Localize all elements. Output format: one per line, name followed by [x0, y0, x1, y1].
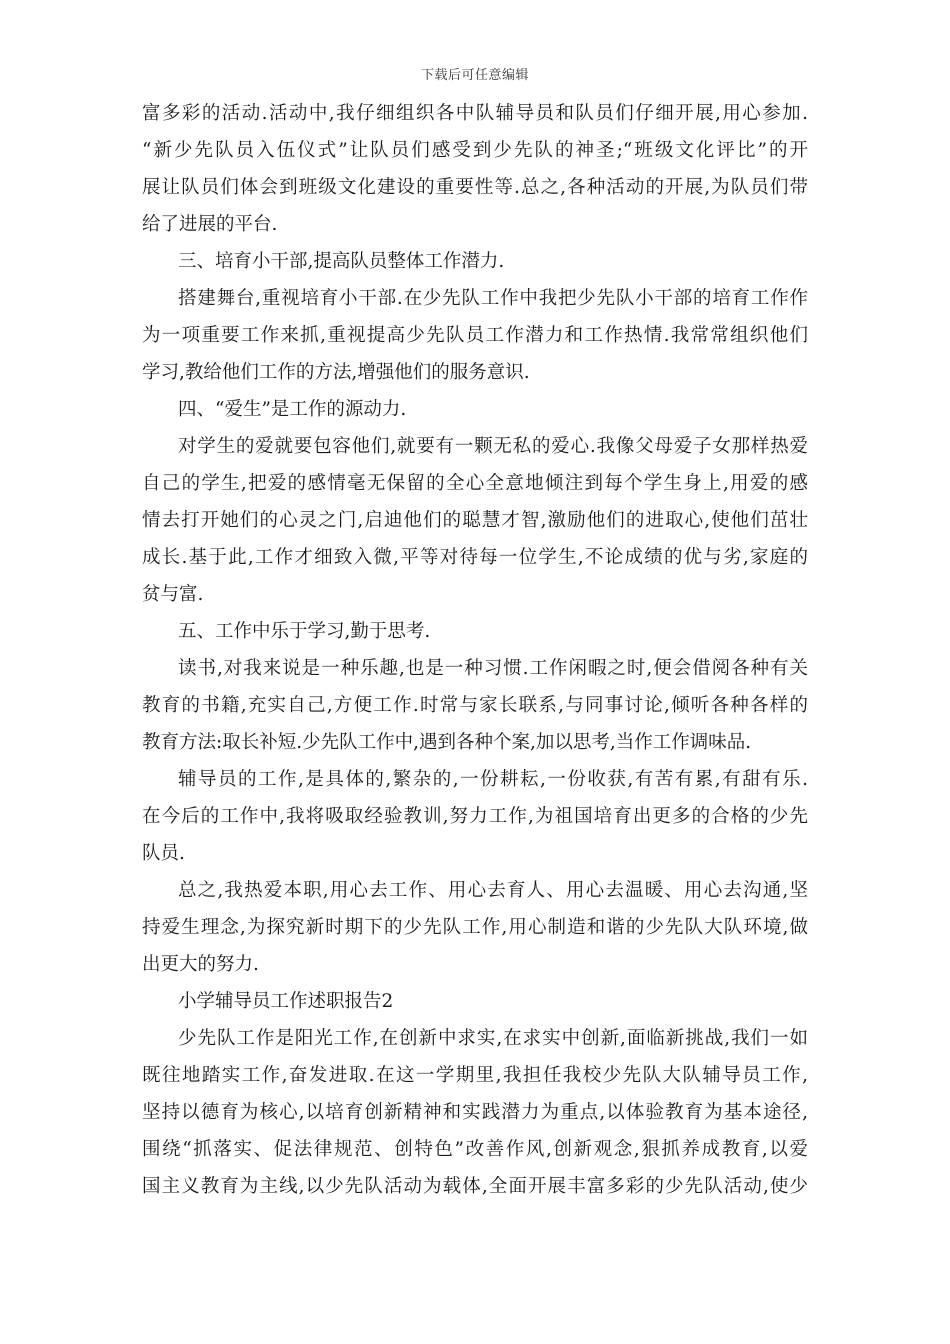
text-line: [142, 946, 808, 983]
text-line-content: 富多彩的活动.活动中,我仔细组织各中队辅导员和队员们仔细开展,用心参加.: [142, 103, 808, 124]
text-line: [142, 539, 808, 576]
text-line-content: 读书,对我来说是一种乐趣,也是一种习惯.工作闲暇之时,便会借阅各种有关: [178, 658, 808, 679]
text-line: [142, 909, 808, 946]
document-body: [142, 95, 808, 1205]
text-line-content: 队员.: [142, 843, 185, 864]
text-line-content: 贫与富.: [142, 584, 204, 605]
text-line-content: “新少先队员入伍仪式”让队员们感受到少先队的神圣;“班级文化评比”的开: [142, 140, 808, 161]
text-line-content: 搭建舞台,重视培育小干部.在少先队工作中我把少先队小干部的培育工作作: [178, 288, 808, 309]
text-line-content: 给了进展的平台.: [142, 214, 278, 235]
text-line-content: 四、“爱生”是工作的源动力.: [178, 399, 407, 420]
text-line-content: 坚持以德育为核心,以培育创新精神和实践潜力为重点,以体验教育为基本途径,: [142, 1102, 808, 1123]
text-line-content: 对学生的爱就要包容他们,就要有一颗无私的爱心.我像父母爱子女那样热爱: [178, 436, 808, 457]
text-line: [142, 798, 808, 835]
text-line-content: 展让队员们体会到班级文化建设的重要性等.总之,各种活动的开展,为队员们带: [142, 177, 808, 198]
text-line: [142, 206, 808, 243]
text-line: [142, 835, 808, 872]
text-line-content: 国主义教育为主线,以少先队活动为载体,全面开展丰富多彩的少先队活动,使少: [142, 1176, 808, 1197]
text-line-content: 既往地踏实工作,奋发进取.在这一学期里,我担任我校少先队大队辅导员工作,: [142, 1065, 808, 1086]
text-line: [142, 687, 808, 724]
text-line-content: 小学辅导员工作述职报告2: [178, 991, 394, 1012]
text-line: [142, 243, 808, 280]
text-line-content: 情去打开她们的心灵之门,启迪他们的聪慧才智,激励他们的进取心,使他们茁壮: [142, 510, 808, 531]
text-line: [142, 354, 808, 391]
text-line: [142, 1057, 808, 1094]
text-line-content: 成长.基于此,工作才细致入微,平等对待每一位学生,不论成绩的优与劣,家庭的: [142, 547, 808, 568]
text-line: [142, 280, 808, 317]
page-header: 下载后可任意编辑: [420, 68, 529, 83]
text-line-content: 围绕“抓落实、促法律规范、创特色”改善作风,创新观念,狠抓养成教育,以爱: [142, 1139, 808, 1160]
text-line: [142, 169, 808, 206]
text-line: [142, 465, 808, 502]
text-line-content: 少先队工作是阳光工作,在创新中求实,在求实中创新,面临新挑战,我们一如: [178, 1028, 808, 1049]
text-line-content: 三、培育小干部,提高队员整体工作潜力.: [178, 251, 505, 272]
text-line: [142, 95, 808, 132]
text-line: [142, 650, 808, 687]
text-line-content: 在今后的工作中,我将吸取经验教训,努力工作,为祖国培育出更多的合格的少先: [142, 806, 808, 827]
text-line-content: 辅导员的工作,是具体的,繁杂的,一份耕耘,一份收获,有苦有累,有甜有乐.: [178, 769, 808, 790]
text-line: [142, 872, 808, 909]
text-line: [142, 983, 808, 1020]
text-line-content: 自己的学生,把爱的感情毫无保留的全心全意地倾注到每个学生身上,用爱的感: [142, 473, 808, 494]
text-line: [142, 502, 808, 539]
text-line: [142, 576, 808, 613]
text-line: [142, 724, 808, 761]
text-line: [142, 761, 808, 798]
text-line: [142, 1168, 808, 1205]
text-line-content: 持爱生理念,为探究新时期下的少先队工作,用心制造和谐的少先队大队环境,做: [142, 917, 808, 938]
text-line-content: 五、工作中乐于学习,勤于思考.: [178, 621, 431, 642]
text-line-content: 总之,我热爱本职,用心去工作、用心去育人、用心去温暖、用心去沟通,坚: [178, 880, 808, 901]
text-line-content: 出更大的努力.: [142, 954, 259, 975]
text-line: [142, 613, 808, 650]
text-line: [142, 132, 808, 169]
text-line-content: 教育的书籍,充实自己,方便工作.时常与家长联系,与同事讨论,倾听各种各样的: [142, 695, 808, 716]
text-line-content: 学习,教给他们工作的方法,增强他们的服务意识.: [142, 362, 530, 383]
text-line: [142, 428, 808, 465]
text-line: [142, 1020, 808, 1057]
text-line: [142, 1094, 808, 1131]
text-line: [142, 317, 808, 354]
text-line: [142, 1131, 808, 1168]
text-line-content: 教育方法:取长补短.少先队工作中,遇到各种个案,加以思考,当作工作调味品.: [142, 732, 752, 753]
text-line: [142, 391, 808, 428]
text-line-content: 为一项重要工作来抓,重视提高少先队员工作潜力和工作热情.我常常组织他们: [142, 325, 808, 346]
